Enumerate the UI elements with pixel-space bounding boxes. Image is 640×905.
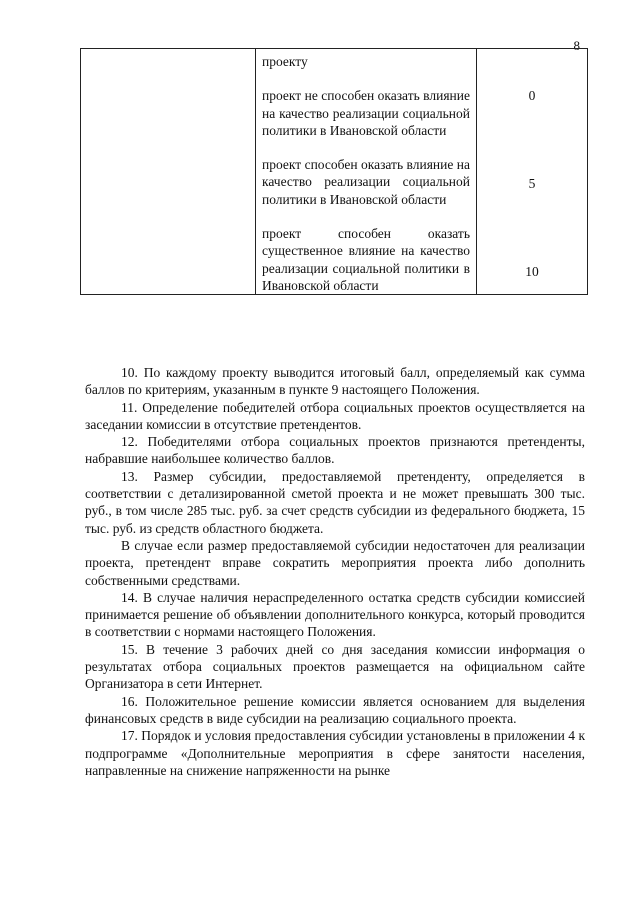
criterion-description-cell (256, 49, 477, 295)
criteria-table (80, 48, 588, 295)
score-description: проект не способен оказать влияние на качество реализации социальной политики в Ивановской области (262, 88, 470, 138)
paragraph-15: 15. В течение 3 рабочих дней со дня заседания комиссии информация о результатах отбора социальных проектов размещается на официальном сайте Организатора в сети Интернет. (85, 641, 585, 692)
paragraph-12: 12. Победителями отбора социальных проектов признаются претенденты, набравшие наибольшее количество баллов. (85, 434, 585, 467)
score-description: проект способен оказать влияние на качество реализации социальной политики в Ивановской области (262, 157, 470, 207)
paragraph-17: 17. Порядок и условия предоставления субсидии установлены в приложении 4 к подпрограмме «Дополнительные мероприятия в сфере занятости населения, направленные на снижение напряженности на рынке (85, 728, 585, 778)
score-description: проект способен оказать существенное влияние на качество реализации социальной политики в Ивановской области (262, 226, 470, 293)
paragraph-11: 11. Определение победителей отбора социальных проектов осуществляется на заседании комиссии в отсутствие претендентов. (85, 399, 585, 432)
score-value: 0 (528, 88, 536, 103)
table-carry-over-text: проекту (262, 54, 308, 69)
score-value: 10 (525, 264, 539, 279)
criterion-name-cell (81, 49, 256, 295)
score-cell (477, 49, 588, 295)
table-row (81, 49, 588, 295)
paragraph-10: 10. По каждому проекту выводится итоговый балл, определяемый как сумма баллов по критериям, указанным в пункте 9 настоящего Положения. (85, 365, 585, 398)
page-number: 8 (573, 38, 580, 53)
score-value: 5 (528, 176, 536, 191)
paragraph-16: 16. Положительное решение комиссии является основанием для выделения финансовых средств в виде субсидии на реализацию социального проекта. (85, 693, 585, 726)
document-body (85, 364, 585, 779)
paragraph-13-continued: В случае если размер предоставляемой субсидии недостаточен для реализации проекта, претендент вправе сократить мероприятия проекта либо дополнить собственными средствами. (85, 537, 585, 588)
paragraph-14: 14. В случае наличия нераспределенного остатка средств субсидии комиссией принимается решение об объявлении дополнительного конкурса, который проводится в соответствии с нормами настоящего Положения. (85, 589, 585, 640)
paragraph-13: 13. Размер субсидии, предоставляемой претенденту, определяется в соответствии с детализированной сметой проекта и не может превышать 300 тыс. руб., в том числе 285 тыс. руб. за счет средств субсидии из федерального бюджета, 15 тыс. руб. из средств областного бюджета. (85, 468, 585, 536)
